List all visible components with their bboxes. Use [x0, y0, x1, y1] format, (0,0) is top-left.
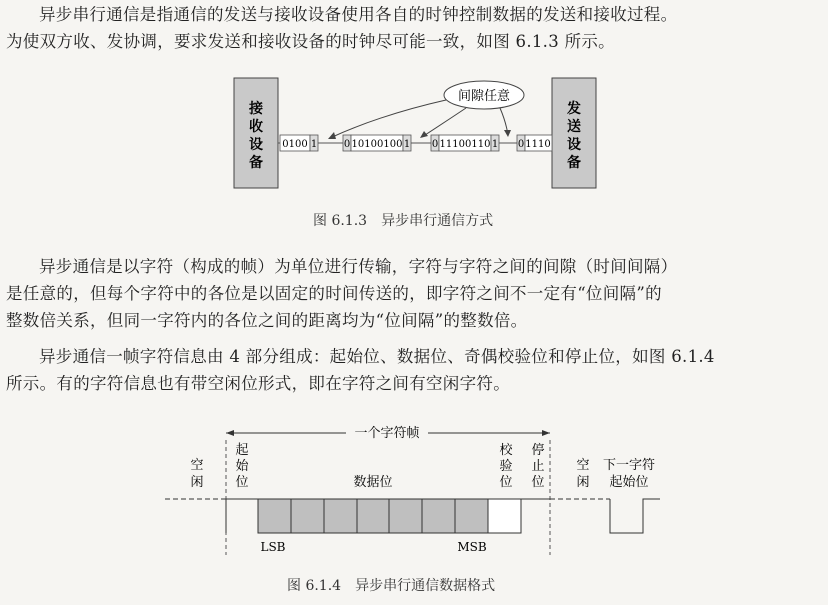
receiver-label-char: 接 [249, 101, 263, 117]
receiver-label-char: 收 [249, 119, 263, 135]
arrowhead [226, 430, 234, 436]
frame-start-bit: 0 [431, 139, 439, 150]
start-bit-label: 起 [235, 443, 249, 458]
parity-bit-label: 验 [499, 459, 513, 474]
idle-gap-arrow [422, 108, 466, 137]
data-bit-cell [422, 499, 455, 533]
sender-label-char: 设 [567, 137, 581, 153]
paragraph-line: 为使双方收、发协调，要求发送和接收设备的时钟尽可能一致，如图 6.1.3 所示。 [6, 32, 615, 51]
paragraph-2 [6, 253, 824, 334]
parity-bit-cell [488, 499, 521, 533]
next-start-waveform [610, 499, 660, 533]
next-start-label: 下一字符 [602, 458, 656, 473]
paragraph-line: 是任意的，但每个字符中的各位是以固定的时间传送的，即字符之间不一定有“位间隔”的 [6, 284, 662, 303]
figure-async-serial-communication [0, 0, 828, 240]
sender-label-char: 发 [567, 101, 581, 117]
paragraph-3 [6, 343, 824, 397]
data-bit-cell [357, 499, 389, 533]
sender-label-char: 备 [567, 155, 581, 171]
start-bit-label: 位 [235, 475, 249, 490]
idle-right-label: 空 [576, 458, 590, 473]
arrowhead [542, 430, 550, 436]
frame-bits: 11100110 [439, 139, 491, 150]
idle-gap-label: 间隙任意 [457, 89, 511, 104]
frame-stop-bit: 1 [403, 139, 411, 150]
stop-bit-label: 停 [531, 443, 545, 458]
frame-start-bit: 0 [343, 139, 351, 150]
paragraph-line: 异步串行通信是指通信的发送与接收设备使用各自的时钟控制数据的发送和接收过程。 [39, 5, 678, 24]
data-bit-cell [291, 499, 324, 533]
parity-bit-label: 校 [499, 443, 513, 458]
figure-2-caption: 图 6.1.4 异步串行通信数据格式 [287, 578, 496, 594]
paragraph-line: 所示。有的字符信息也有带空闲位形式，即在字符之间有空闲字符。 [6, 374, 510, 393]
idle-right-label: 闲 [576, 475, 590, 490]
parity-bit-label: 位 [499, 475, 513, 490]
stop-bit-label: 止 [531, 459, 545, 474]
start-bit-label: 始 [235, 459, 249, 474]
idle-left-label: 闲 [190, 475, 204, 490]
receiver-label-char: 备 [249, 155, 263, 171]
data-bit-cell [455, 499, 488, 533]
signal-waveform [226, 499, 258, 533]
frame-bits: 1110 [525, 139, 551, 150]
arrowhead [504, 130, 511, 137]
frame-bits: 0100 [282, 139, 308, 150]
msb-label: MSB [457, 540, 487, 554]
figure-1-caption: 图 6.1.3 异步串行通信方式 [313, 213, 494, 229]
lsb-label: LSB [260, 540, 286, 554]
paragraph-line: 异步通信是以字符（构成的帧）为单位进行传输，字符与字符之间的间隙（时间间隔） [39, 257, 678, 276]
paragraph-line: 整数倍关系，但同一字符内的各位之间的距离均为“位间隔”的整数倍。 [6, 311, 528, 330]
receiver-label-char: 设 [249, 137, 263, 153]
frame-start-bit: 0 [517, 139, 525, 150]
data-bit-cell [258, 499, 291, 533]
data-bits-label: 数据位 [353, 475, 393, 490]
frame-span-label: 一个字符帧 [354, 426, 420, 441]
stop-bit-label: 位 [531, 475, 545, 490]
frame-bits: 10100100 [351, 139, 403, 150]
data-bit-cell [324, 499, 357, 533]
frame-stop-bit: 1 [491, 139, 499, 150]
data-bit-cell [389, 499, 422, 533]
sender-label-char: 送 [567, 119, 581, 135]
frame-stop-bit: 1 [310, 139, 318, 150]
next-start-label: 起始位 [609, 475, 649, 490]
arrowhead [328, 132, 336, 139]
idle-left-label: 空 [190, 458, 204, 473]
paragraph-line: 异步通信一帧字符信息由 4 部分组成：起始位、数据位、奇偶校验位和停止位，如图 6.1.4 [39, 347, 715, 366]
arrowhead [420, 131, 428, 138]
